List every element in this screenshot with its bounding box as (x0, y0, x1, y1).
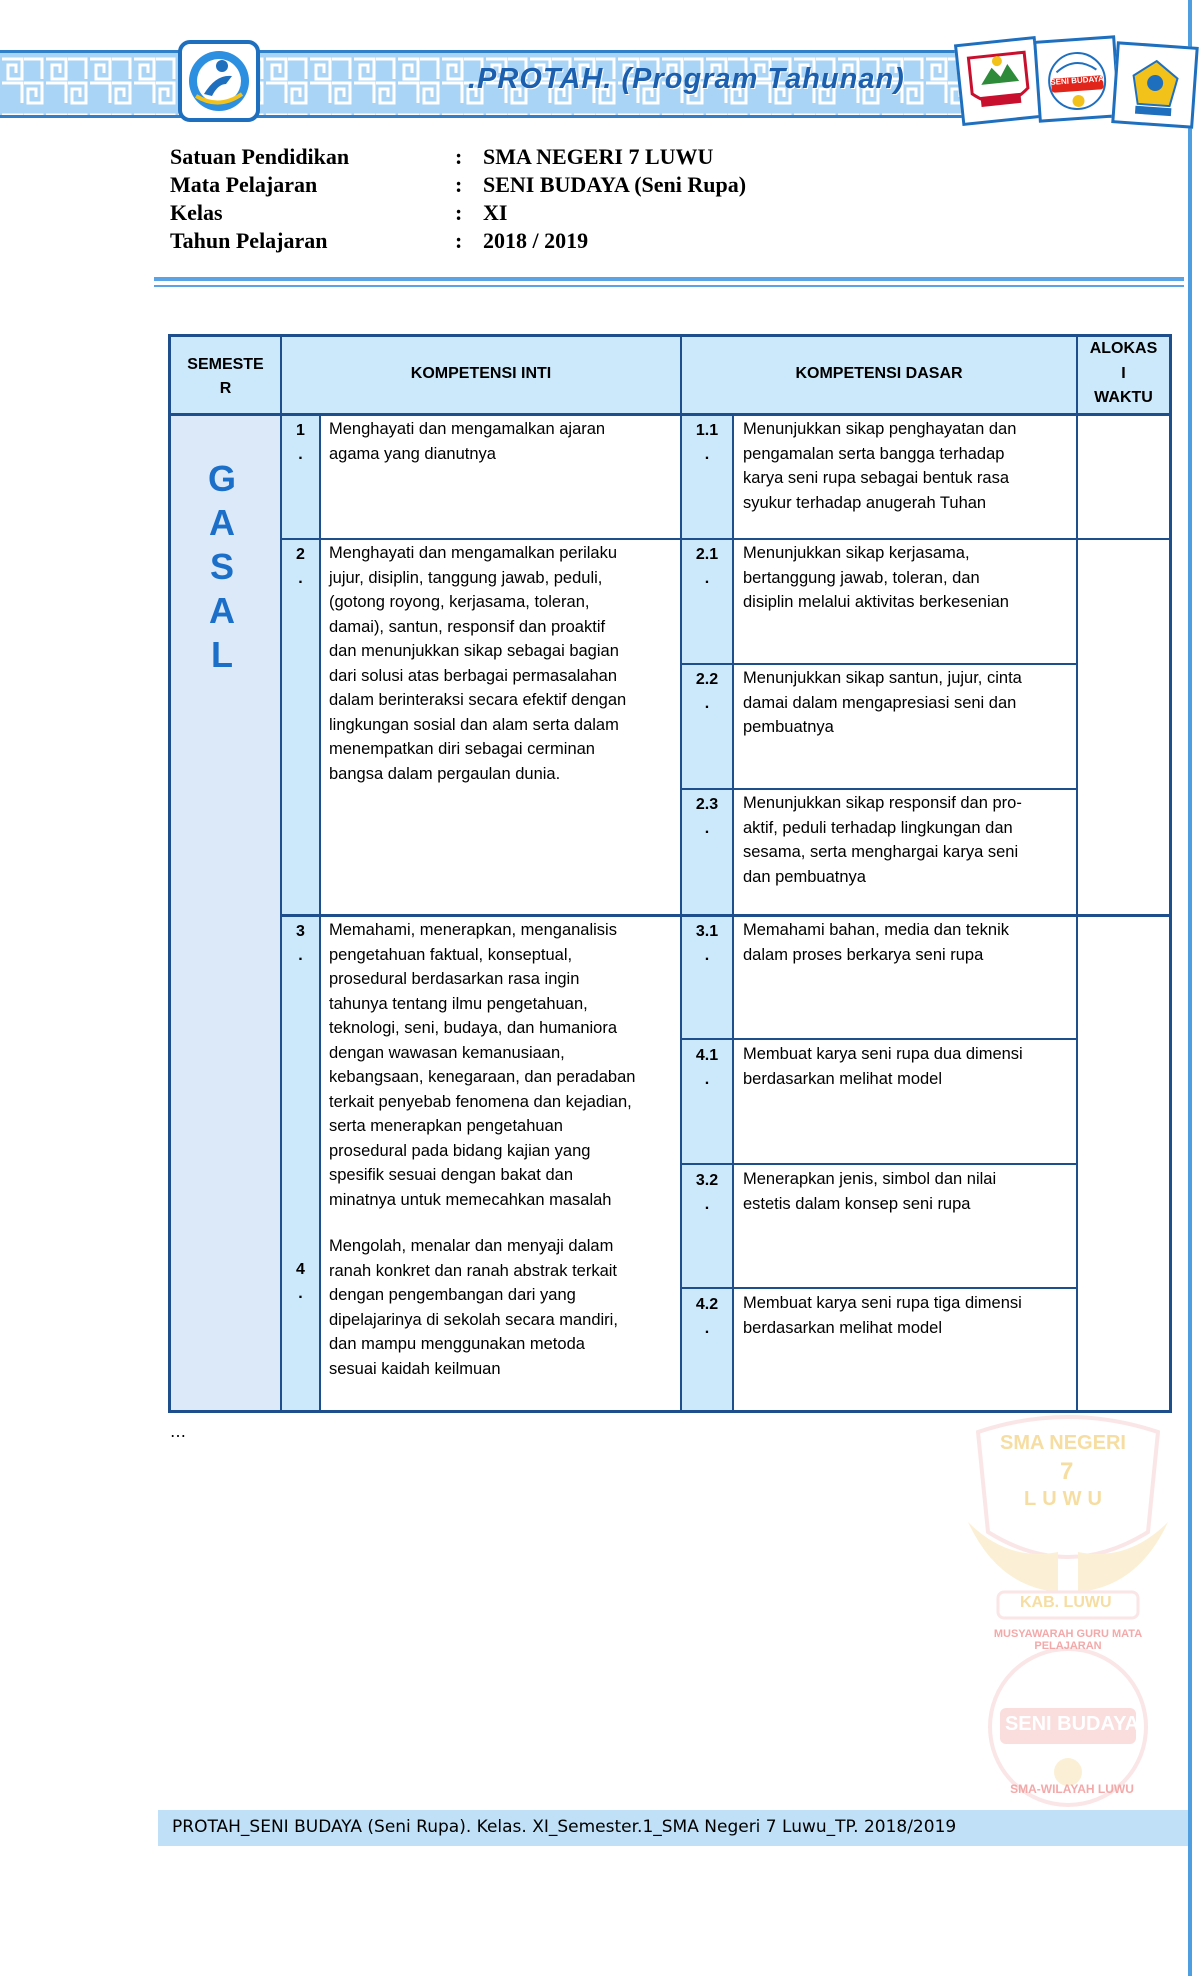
watermark-school: SMA NEGERI (1000, 1432, 1126, 1454)
header-semester: SEMESTE R (187, 356, 264, 397)
kd-text: Membuat karya seni rupa dua dimensi berdasarkan melihat model (743, 1045, 1023, 1088)
header-kompetensi-inti: KOMPETENSI INTI (410, 365, 552, 382)
info-label: Mata Pelajaran (170, 172, 318, 197)
watermark-mgmp-arc: MUSYAWARAH GURU MATA PELAJARAN (993, 1628, 1143, 1652)
info-value: SMA NEGERI 7 LUWU (483, 144, 714, 169)
row-divider (280, 914, 1169, 917)
ki-number: 3 . (296, 923, 305, 964)
header-divider (154, 277, 1184, 281)
ki-text: Mengolah, menalar dan menyaji dalam ranah konkret dan ranah abstrak terkait dengan pengembangan dari yang dipelajarinya di sekolah secara mandiri, dan mampu menggunakan metoda sesuai kaidah keilmuan (329, 1237, 618, 1378)
ki-text: Memahami, menerapkan, menganalisis pengetahuan faktual, konseptual, prosedural berdasarkan rasa ingin tahunya tentang ilmu pengetahuan, teknologi, seni, budaya, dan humaniora dengan wawasan kemanusiaan, kebangsaan, kenegaraan, dan peradaban terkait penyebab fenomena dan kejadian, serta menerapkan pengetahuan prosedural pada bidang kajian yang spesifik sesuai dengan bakat dan minatnya untuk memecahkan masalah (329, 921, 636, 1209)
row-divider (680, 1287, 1076, 1289)
kd-text: Menerapkan jenis, simbol dan nilai estetis dalam konsep seni rupa (743, 1170, 997, 1213)
row-divider (680, 1163, 1076, 1165)
row-divider (680, 1038, 1076, 1040)
kd-text: Menunjukkan sikap kerjasama, bertanggung jawab, toleran, dan disiplin melalui aktivitas berkesenian (743, 544, 1009, 611)
ellipsis: … (170, 1422, 186, 1441)
kd-number: 2.3 . (695, 796, 719, 837)
mgmp-logo-text: SENI BUDAYA (1050, 74, 1105, 87)
watermark-number: 7 (1060, 1458, 1074, 1485)
info-value: 2018 / 2019 (483, 228, 589, 253)
kd-text: Menunjukkan sikap responsif dan pro- aktif, peduli terhadap lingkungan dan sesama, serta menghargai karya seni dan pembuatnya (743, 794, 1022, 886)
kd-number: 4.1 . (695, 1047, 719, 1088)
kd-text: Membuat karya seni rupa tiga dimensi berdasarkan melihat model (743, 1294, 1022, 1337)
row-divider (680, 663, 1076, 665)
banner-title: .PROTAH. (Program Tahunan) (468, 63, 905, 95)
col-divider (680, 337, 682, 1410)
kd-number: 1.1 . (695, 422, 719, 463)
watermark-mgmp-bottom: SMA-WILAYAH LUWU (1010, 1782, 1134, 1796)
col-divider (732, 415, 734, 1410)
info-colon: : (455, 200, 463, 225)
page-footer (158, 1810, 1188, 1846)
kd-text: Menunjukkan sikap santun, jujur, cinta damai dalam mengapresiasi seni dan pembuatnya (743, 669, 1022, 736)
info-value: XI (483, 200, 508, 225)
col-divider (1076, 337, 1078, 1410)
mgmp-seni-budaya-logo (1033, 35, 1121, 123)
protah-table (168, 334, 1172, 1413)
ki-number: 1 . (296, 422, 305, 463)
row-divider (280, 538, 1169, 540)
kd-number: 4.2 . (695, 1296, 719, 1337)
footer-text: PROTAH_SENI BUDAYA (Seni Rupa). Kelas. XI_Semester.1_SMA Negeri 7 Luwu_TP. 2018/2019 (172, 1817, 957, 1837)
header-kompetensi-dasar: KOMPETENSI DASAR (795, 365, 963, 382)
info-colon: : (455, 228, 463, 253)
col-divider (280, 337, 282, 1410)
kd-number: 3.2 . (695, 1172, 719, 1213)
watermark-mgmp-center: SENI BUDAYA (1004, 1713, 1140, 1735)
header-divider (171, 413, 1169, 416)
semester-gasal: G A S A L (207, 458, 236, 675)
info-colon: : (455, 172, 463, 197)
col-divider (319, 415, 321, 1410)
watermark-city: LUWU (1024, 1488, 1108, 1510)
info-label: Tahun Pelajaran (170, 228, 328, 253)
kurikulum-logo (178, 40, 260, 122)
info-label: Satuan Pendidikan (170, 144, 350, 169)
sma7-luwu-logo (1111, 41, 1199, 129)
info-value: SENI BUDAYA (Seni Rupa) (483, 172, 747, 197)
watermark-region: KAB. LUWU (1020, 1594, 1112, 1611)
ki-text: Menghayati dan mengamalkan perilaku jujur, disiplin, tanggung jawab, peduli, (gotong royong, kerjasama, toleran, damai), santun, responsif dan proaktif dan menunjukkan sikap sebagai bagian dari solusi atas berbagai permasalahan dalam berinteraksi secara efektif dengan lingkungan sosial dan alam serta dalam menempatkan diri sebagai cerminan bangsa dalam pergaulan dunia. (329, 544, 627, 783)
kd-number: 3.1 . (695, 923, 719, 964)
ki-number: 2 . (296, 546, 305, 587)
kd-text: Memahami bahan, media dan teknik dalam proses berkarya seni rupa (743, 921, 1009, 964)
luwu-regency-logo (954, 36, 1044, 126)
ki-number: 4 . (296, 1261, 305, 1302)
kd-text: Menunjukkan sikap penghayatan dan pengamalan serta bangga terhadap karya seni rupa sebagai bentuk rasa syukur terhadap anugerah Tuhan (743, 420, 1017, 512)
info-colon: : (455, 144, 463, 169)
header-alokasi-waktu: ALOKAS I WAKTU (1089, 340, 1158, 406)
header-divider (154, 285, 1184, 287)
kd-number: 2.2 . (695, 671, 719, 712)
kd-number: 2.1 . (695, 546, 719, 587)
ki-text: Menghayati dan mengamalkan ajaran agama yang dianutnya (329, 420, 606, 463)
row-divider (680, 788, 1076, 790)
page-edge-line (1188, 0, 1192, 1976)
info-label: Kelas (170, 200, 223, 225)
